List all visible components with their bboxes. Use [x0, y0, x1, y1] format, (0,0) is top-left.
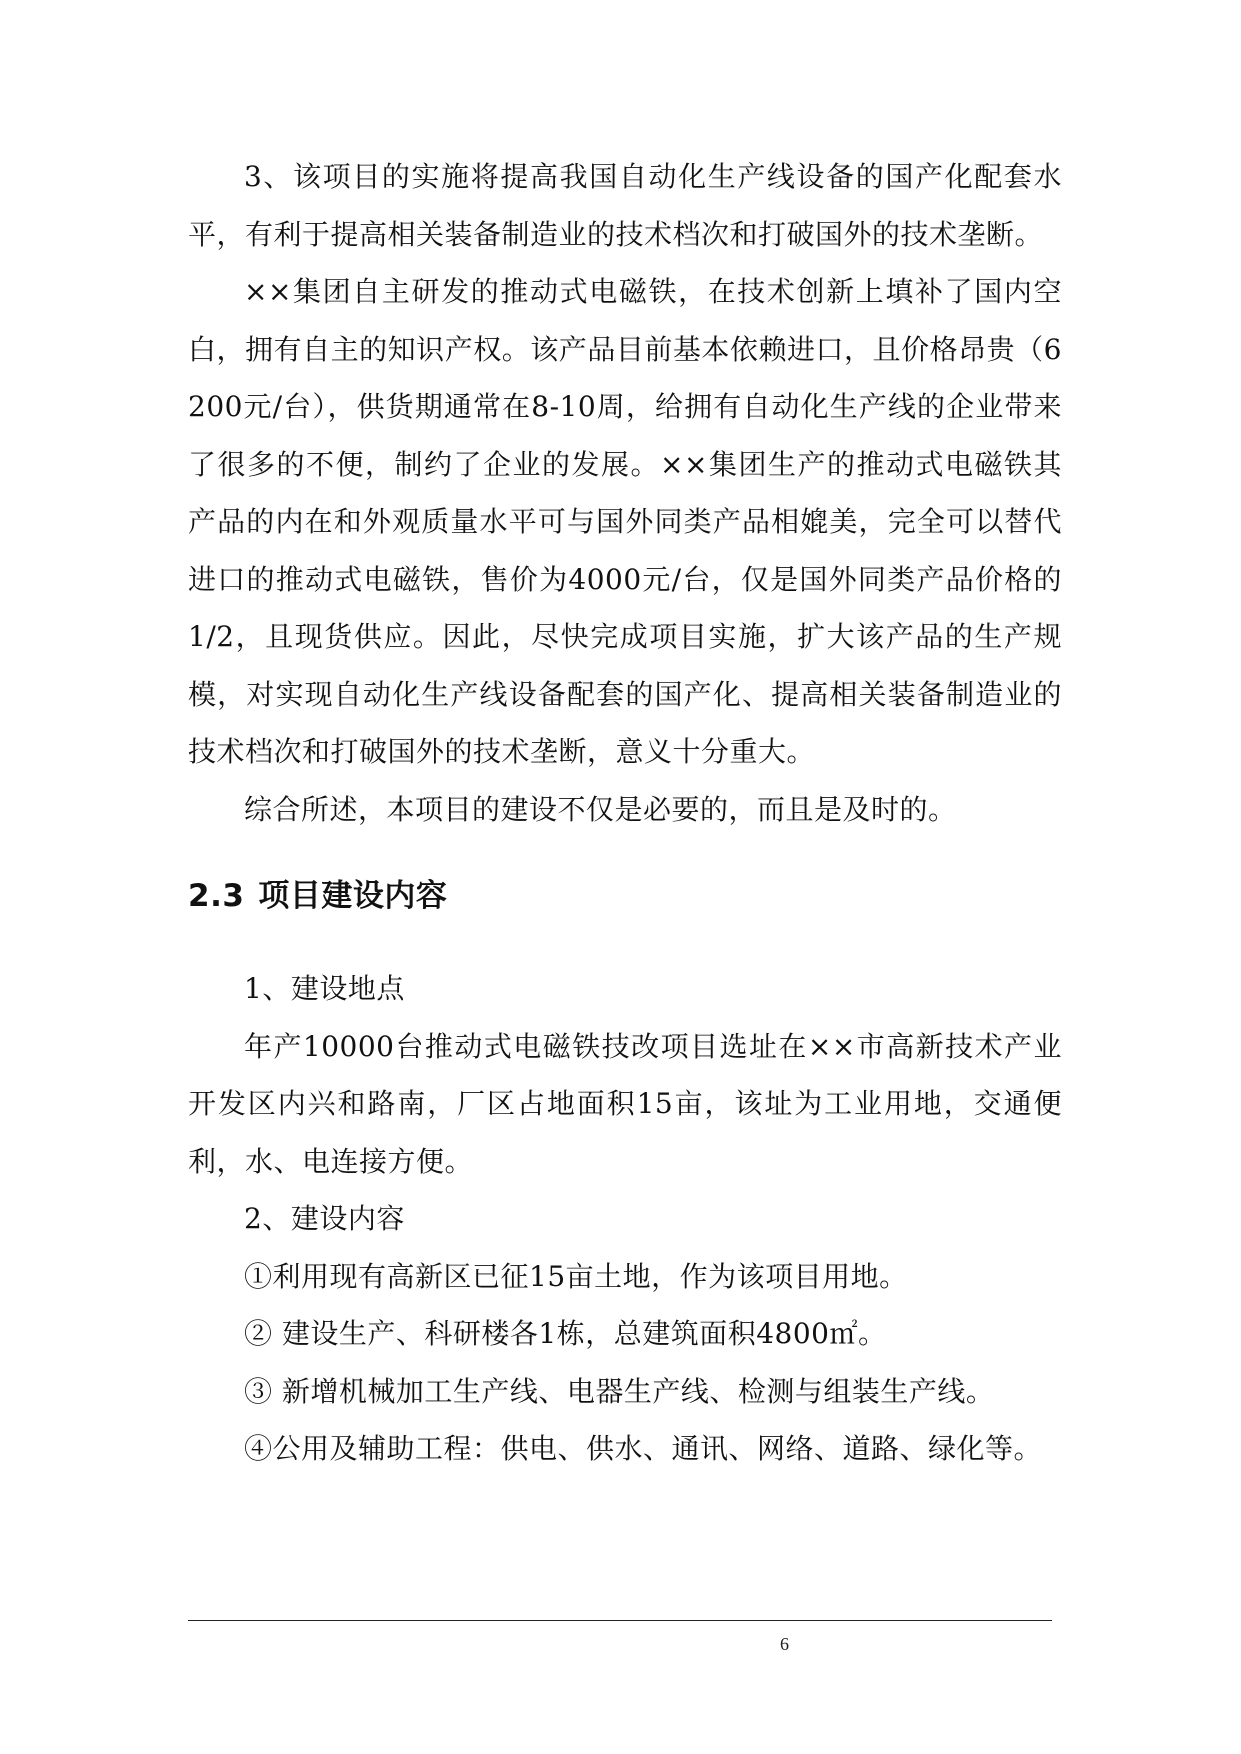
- contents-item-3: ③ 新增机械加工生产线、电器生产线、检测与组装生产线。: [244, 1374, 995, 1408]
- section-title: 项目建设内容: [258, 878, 448, 914]
- contents-heading: 2、建设内容: [244, 1202, 405, 1235]
- contents-item-1: ①利用现有高新区已征15亩土地，作为该项目用地。: [244, 1259, 908, 1293]
- page-body: [188, 148, 1062, 1478]
- contents-item-2: ② 建设生产、科研楼各1栋，总建筑面积4800㎡。: [244, 1317, 887, 1350]
- site-paragraph: 年产10000台推动式电磁铁技改项目选址在××市高新技术产业开发区内兴和路南，厂区占地面积15亩，该址为工业用地，交通便利，水、电连接方便。: [188, 1029, 1062, 1178]
- page-number: 6: [780, 1634, 789, 1654]
- contents-item-4: ④公用及辅助工程：供电、供水、通讯、网络、道路、绿化等。: [244, 1432, 1043, 1465]
- paragraph-product-description: ××集团自主研发的推动式电磁铁，在技术创新上填补了国内空白，拥有自主的知识产权。该产品目前基本依赖进口，且价格昂贵（6200元/台），供货期通常在8-10周，给拥有自动化生产线的企业带来了很多的不便，制约了企业的发展。××集团生产的推动式电磁铁其产品的内在和外观质量水平可与国外同类产品相媲美，完全可以替代进口的推动式电磁铁，售价为4000元/台，仅是国外同类产品价格的1/2，且现货供应。因此，尽快完成项目实施，扩大该产品的生产规模，对实现自动化生产线设备配套的国产化、提高相关装备制造业的技术档次和打破国外的技术垄断，意义十分重大。: [188, 275, 1062, 768]
- section-number: 2.3: [188, 878, 245, 914]
- footer-divider: [188, 1620, 1052, 1621]
- section-heading: [188, 866, 1062, 926]
- site-heading: 1、建设地点: [244, 972, 405, 1005]
- paragraph-conclusion: 综合所述，本项目的建设不仅是必要的，而且是及时的。: [244, 792, 957, 826]
- paragraph-point-3: 3、该项目的实施将提高我国自动化生产线设备的国产化配套水平，有利于提高相关装备制造业的技术档次和打破国外的技术垄断。: [188, 160, 1062, 251]
